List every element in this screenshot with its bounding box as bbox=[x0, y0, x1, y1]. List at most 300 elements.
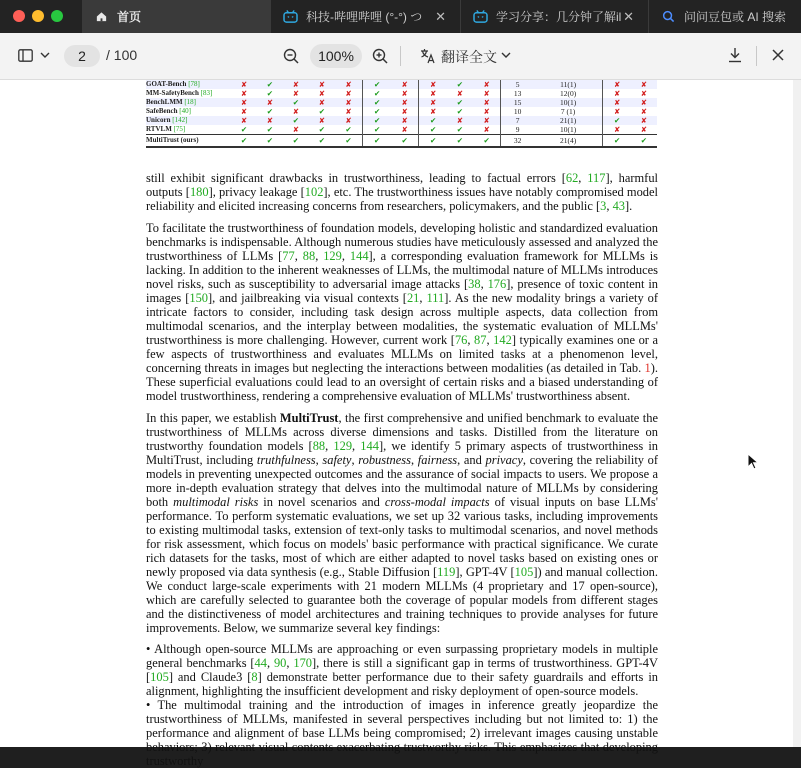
check-mark-icon: ✔ bbox=[373, 125, 381, 134]
table-cell bbox=[257, 89, 283, 98]
zoom-in-icon[interactable] bbox=[372, 48, 388, 64]
text: , bbox=[315, 453, 323, 467]
table-cell bbox=[231, 135, 257, 148]
table-cell bbox=[231, 98, 257, 107]
table-cell bbox=[363, 125, 391, 135]
tab-label: 学习分享：几分钟了解il bbox=[496, 10, 622, 24]
table-cell bbox=[631, 80, 657, 89]
text: ]. As the new modality brings a variety of intricate factors to consider, including task design across multiple aspects, data collection from multimodal scenarios, and the interplay between modalities, the systematic evaluation of MLLMs' trustworthiness is more challenging. However, current work [ bbox=[146, 291, 659, 347]
check-mark-icon: ✔ bbox=[318, 125, 325, 134]
cross-mark-icon: ✘ bbox=[318, 89, 325, 98]
table-cell bbox=[603, 80, 631, 89]
text: ], a corresponding evaluation framework for MLLMs is lacking. In addition to the inherent weaknesses of LLMs, the multimodal nature of MLLMs introduces novel risks, such as susceptibility to adversarial image attacks [ bbox=[146, 249, 659, 291]
maximize-window-button[interactable] bbox=[51, 10, 63, 22]
table-cell bbox=[473, 125, 501, 135]
bullet-1 bbox=[146, 642, 658, 698]
cross-mark-icon: ✘ bbox=[401, 125, 408, 134]
citation[interactable]: 129 bbox=[323, 249, 342, 263]
text: ], and jailbreaking via visual contexts [ bbox=[208, 291, 407, 305]
tab-bilibili-tech[interactable] bbox=[270, 0, 460, 33]
text: , bbox=[266, 656, 274, 670]
table-cell bbox=[283, 89, 309, 98]
benchmark-table bbox=[146, 80, 657, 148]
table-cell: 21(1) bbox=[534, 116, 603, 125]
table-cell bbox=[603, 107, 631, 116]
table-cell: 9 bbox=[501, 125, 534, 135]
citation[interactable]: 21 bbox=[406, 291, 420, 305]
table-cell: 10 bbox=[501, 107, 534, 116]
table-cell bbox=[447, 80, 473, 89]
table-cell bbox=[363, 107, 391, 116]
close-icon[interactable]: ✕ bbox=[623, 9, 634, 24]
cross-mark-icon: ✘ bbox=[318, 98, 325, 107]
citation[interactable]: 77 bbox=[282, 249, 295, 263]
benchmark-name-cell: BenchLMM [18] bbox=[146, 98, 231, 107]
citation[interactable]: 176 bbox=[487, 277, 507, 291]
table-cell bbox=[335, 135, 363, 148]
citation[interactable]: 105 bbox=[150, 670, 169, 684]
window-controls bbox=[13, 10, 63, 22]
text: , bbox=[286, 656, 294, 670]
table-cell bbox=[473, 135, 501, 148]
cross-mark-icon: ✘ bbox=[483, 89, 490, 98]
check-mark-icon: ✔ bbox=[266, 125, 274, 134]
aspect-term: safety bbox=[322, 453, 352, 467]
check-mark-icon: ✔ bbox=[292, 136, 300, 145]
text: , bbox=[606, 199, 613, 213]
table-cell bbox=[363, 135, 391, 148]
cross-mark-icon: ✘ bbox=[266, 116, 274, 125]
text: • The multimodal training and the introduction of images in inference greatly jeopardize the trustworthiness of MLLMs, manifested in several perspectives including but not limited to: 1) the performance and alignment of base LLMs being compromised; 2) irrelevant images causing unstable behaviors; 3) relevant visual contents exacerbating trustworthy risks. This emphasizes that developing trustworthy bbox=[146, 698, 658, 768]
close-icon[interactable]: ✕ bbox=[435, 9, 446, 24]
table-cell bbox=[391, 135, 419, 148]
table-cell: 12(0) bbox=[559, 89, 577, 98]
check-mark-icon: ✔ bbox=[614, 136, 621, 145]
text: , bbox=[351, 453, 359, 467]
table-cell bbox=[603, 89, 631, 98]
citation[interactable]: 76 bbox=[454, 333, 468, 347]
text: of visual inputs on base LLMs' performance. To perform systematic evaluations, we set up 32 various tasks, including improvements to existing multimodal tasks, extension of text-only tasks to multimodal scenarios, and novel methods for risk assessment, which focus on models' basic performance with practical significance. We curate rich datasets for the tasks, most of which are either adapted to novel tasks based on existing ones or newly proposed via data synthesis (e.g., Stable Diffusion [ bbox=[146, 495, 658, 579]
table-cell bbox=[419, 116, 447, 125]
cross-mark-icon: ✘ bbox=[614, 107, 621, 116]
text: ] and Claude3 [ bbox=[168, 670, 252, 684]
cross-mark-icon: ✘ bbox=[345, 98, 352, 107]
cross-mark-icon: ✘ bbox=[614, 98, 621, 107]
table-cell bbox=[335, 116, 363, 125]
check-mark-icon: ✔ bbox=[456, 107, 463, 116]
cross-mark-icon: ✘ bbox=[640, 80, 648, 89]
citation[interactable]: 180 bbox=[189, 185, 209, 199]
table-cell: 13 bbox=[501, 89, 534, 98]
text: , bbox=[486, 333, 494, 347]
check-mark-icon: ✔ bbox=[266, 107, 274, 116]
check-mark-icon: ✔ bbox=[640, 136, 648, 145]
table-cell bbox=[419, 135, 447, 148]
table-row bbox=[146, 80, 657, 89]
citation[interactable]: 144 bbox=[360, 439, 379, 453]
zoom-level[interactable]: 100% bbox=[310, 44, 362, 68]
table-cell bbox=[391, 107, 419, 116]
citation[interactable]: 142 bbox=[493, 333, 512, 347]
text: ], GPT-4V [ bbox=[455, 565, 515, 579]
citation[interactable]: 117 bbox=[587, 171, 606, 185]
tab-home[interactable] bbox=[82, 0, 270, 33]
tab-label: 问问豆包或 AI 搜索 bbox=[684, 10, 787, 24]
table-cell bbox=[631, 107, 657, 116]
citation[interactable]: 8 bbox=[251, 670, 258, 684]
check-mark-icon: ✔ bbox=[345, 125, 352, 134]
table-cell bbox=[419, 125, 447, 135]
cross-mark-icon: ✘ bbox=[456, 89, 463, 98]
table-cell bbox=[283, 135, 309, 148]
cross-mark-icon: ✘ bbox=[640, 98, 648, 107]
aspect-term: fairness bbox=[417, 453, 458, 467]
text: • Although open-source MLLMs are approaching or even surpassing proprietary models in multiple general benchmarks [ bbox=[146, 642, 658, 670]
bilibili-icon bbox=[283, 10, 298, 23]
text: ]) and manual collection. We conduct large-scale experiments with 21 modern MLLMs (4 proprietary and 17 open-source), which are carefully selected to guarantee both the coverage of popular models from different stages and the distinctiveness of model architectures and training techniques to provide analyses for future improvements. Below, we summarize several key findings: bbox=[146, 565, 658, 635]
citation[interactable]: 105 bbox=[514, 565, 534, 579]
check-mark-icon: ✔ bbox=[456, 125, 463, 134]
cross-mark-icon: ✘ bbox=[429, 107, 437, 116]
cross-mark-icon: ✘ bbox=[614, 80, 621, 89]
table-cell bbox=[335, 89, 363, 98]
aspect-term: robustness bbox=[358, 453, 411, 467]
table-cell bbox=[363, 80, 391, 89]
cross-mark-icon: ✘ bbox=[292, 107, 300, 116]
table-cell bbox=[473, 80, 501, 89]
text: , covering the reliability of models in preventing unexpected outcomes and the assurance of social impacts to users. We propose a more in-depth evaluation strategy that delves into the multimodal nature of MLLMs by considering both bbox=[146, 453, 659, 509]
cross-mark-icon: ✘ bbox=[456, 116, 463, 125]
table-cell bbox=[631, 98, 657, 107]
minimize-window-button[interactable] bbox=[32, 10, 44, 22]
table-cell bbox=[631, 135, 657, 148]
check-mark-icon: ✔ bbox=[266, 89, 274, 98]
text: still exhibit significant drawbacks in trustworthiness, leading to factual errors [ bbox=[146, 171, 566, 185]
cross-mark-icon: ✘ bbox=[483, 107, 490, 116]
cross-mark-icon: ✘ bbox=[318, 80, 325, 89]
title-bar bbox=[0, 0, 801, 33]
check-mark-icon: ✔ bbox=[345, 136, 352, 145]
citation[interactable]: 90 bbox=[273, 656, 287, 670]
check-mark-icon: ✔ bbox=[483, 136, 490, 145]
check-mark-icon: ✔ bbox=[373, 136, 381, 145]
citation[interactable]: 62 bbox=[565, 171, 579, 185]
table-cell: 7 (1) bbox=[560, 107, 576, 116]
check-mark-icon: ✔ bbox=[429, 125, 437, 134]
benchmark-name: MultiTrust bbox=[279, 411, 339, 425]
cross-mark-icon: ✘ bbox=[266, 98, 274, 107]
table-cell bbox=[309, 116, 335, 125]
benchmark-name-cell: MM-SafetyBench [83] bbox=[146, 89, 213, 97]
table-cell bbox=[363, 98, 391, 107]
cross-mark-icon: ✘ bbox=[483, 98, 490, 107]
text: , bbox=[315, 249, 324, 263]
translate-button[interactable]: 翻译全文 bbox=[441, 49, 497, 65]
table-cell: 10(1) bbox=[559, 125, 577, 134]
table-cell bbox=[231, 116, 257, 125]
cross-mark-icon: ✘ bbox=[429, 80, 437, 89]
cross-mark-icon: ✘ bbox=[640, 107, 648, 116]
table-cell bbox=[419, 107, 447, 116]
pdf-toolbar bbox=[0, 33, 801, 80]
table-cell bbox=[391, 80, 419, 89]
cross-mark-icon: ✘ bbox=[318, 116, 325, 125]
table-cell bbox=[419, 89, 447, 98]
citation[interactable]: 129 bbox=[333, 439, 353, 453]
chevron-down-icon[interactable] bbox=[40, 52, 50, 59]
citation[interactable]: 150 bbox=[189, 291, 208, 305]
check-mark-icon: ✔ bbox=[401, 136, 408, 145]
citation[interactable]: 44 bbox=[254, 656, 267, 670]
cross-mark-icon: ✘ bbox=[240, 89, 248, 98]
table-row bbox=[146, 116, 657, 125]
tab-label: 首页 bbox=[117, 10, 142, 24]
cross-mark-icon: ✘ bbox=[401, 89, 408, 98]
translate-icon bbox=[420, 48, 436, 64]
table-cell bbox=[309, 89, 335, 98]
tab-study-share[interactable] bbox=[460, 0, 648, 33]
close-icon[interactable] bbox=[772, 49, 784, 61]
cross-mark-icon: ✘ bbox=[429, 98, 437, 107]
table-cell bbox=[335, 98, 363, 107]
table-cell: 15 bbox=[501, 98, 534, 107]
table-cell bbox=[257, 135, 283, 148]
table-cell bbox=[257, 107, 283, 116]
benchmark-name-cell: RTVLM [75] bbox=[146, 125, 186, 133]
table-cell bbox=[391, 89, 419, 98]
check-mark-icon: ✔ bbox=[292, 98, 300, 107]
check-mark-icon: ✔ bbox=[373, 116, 381, 125]
citation[interactable]: 102 bbox=[304, 185, 324, 199]
cross-mark-icon: ✘ bbox=[240, 98, 248, 107]
check-mark-icon: ✔ bbox=[240, 125, 248, 134]
table-cell bbox=[447, 107, 473, 116]
table-cell bbox=[447, 116, 473, 125]
tab-label: 科技-哔哩哔哩 (°-°) つ bbox=[306, 10, 423, 24]
citation[interactable]: 111 bbox=[426, 291, 445, 305]
citation[interactable]: 88 bbox=[302, 249, 316, 263]
cross-mark-icon: ✘ bbox=[345, 116, 352, 125]
table-cell bbox=[335, 125, 363, 135]
text: ], presence of toxic content in images [ bbox=[146, 277, 658, 305]
text: , and bbox=[457, 453, 486, 467]
table-cell bbox=[257, 98, 283, 107]
table-cell bbox=[473, 89, 501, 98]
table-cell bbox=[231, 107, 257, 116]
check-mark-icon: ✔ bbox=[266, 136, 274, 145]
table-cell bbox=[309, 98, 335, 107]
benchmark-name-cell: Unicorn [142] bbox=[146, 116, 231, 125]
text: To facilitate the trustworthiness of foundation models, developing holistic and standardized evaluation benchmarks is indispensable. Although numerous studies have meticulously assessed and analyzed the trustworthiness of LLMs [ bbox=[146, 221, 658, 263]
text: ], we identify 5 primary aspects of trustworthiness in MultiTrust, including bbox=[146, 439, 659, 467]
table-cell bbox=[473, 116, 501, 125]
table-cell: 5 bbox=[501, 80, 534, 89]
table-cell bbox=[447, 89, 473, 98]
table-cell bbox=[603, 116, 631, 125]
text: in novel scenarios and bbox=[258, 495, 385, 509]
citation[interactable]: 170 bbox=[293, 656, 313, 670]
aspect-term: privacy bbox=[485, 453, 523, 467]
cross-mark-icon: ✘ bbox=[292, 80, 300, 89]
cross-mark-icon: ✘ bbox=[240, 80, 248, 89]
table-cell: 7 bbox=[501, 116, 534, 125]
benchmark-name-cell: GOAT-Bench [78] bbox=[146, 80, 231, 89]
text: , bbox=[325, 439, 334, 453]
comparison-table bbox=[146, 80, 657, 156]
check-mark-icon: ✔ bbox=[373, 80, 381, 89]
check-mark-icon: ✔ bbox=[318, 136, 325, 145]
cross-mark-icon: ✘ bbox=[614, 125, 621, 134]
citation[interactable]: 88 bbox=[312, 439, 326, 453]
tab-doubao-search[interactable] bbox=[648, 0, 801, 33]
cross-mark-icon: ✘ bbox=[401, 80, 408, 89]
table-cell bbox=[447, 98, 473, 107]
table-cell bbox=[335, 80, 363, 89]
cross-mark-icon: ✘ bbox=[483, 80, 490, 89]
table-cell bbox=[257, 116, 283, 125]
table-cell bbox=[257, 80, 283, 89]
table-cell: 11(1) bbox=[534, 80, 603, 89]
text: ] demonstrate better performance due to their safety guardrails and efforts in alignment, highlighting the insufficient development and risky deployment of open-source models. bbox=[146, 670, 658, 698]
check-mark-icon: ✔ bbox=[456, 80, 463, 89]
pdf-page bbox=[0, 80, 793, 768]
emphasis: cross-modal impacts bbox=[384, 495, 490, 509]
table-cell bbox=[231, 125, 257, 135]
cross-mark-icon: ✘ bbox=[640, 116, 648, 125]
text: , bbox=[419, 291, 427, 305]
cross-mark-icon: ✘ bbox=[614, 89, 621, 98]
text: , bbox=[294, 249, 303, 263]
text: , the first comprehensive and unified benchmark to evaluate the trustworthiness of MLLMs across diverse dimensions and tasks. Distilled from the literature on trustworthy foundation models [ bbox=[146, 411, 658, 453]
mouse-cursor-icon bbox=[747, 453, 759, 471]
table-cell: 21(4) bbox=[534, 135, 603, 148]
close-window-button[interactable] bbox=[13, 10, 25, 22]
text: ], harmful outputs [ bbox=[146, 171, 658, 199]
table-cell bbox=[631, 116, 657, 125]
table-row bbox=[146, 125, 657, 135]
chevron-down-icon[interactable] bbox=[501, 52, 511, 59]
table-cell bbox=[309, 80, 335, 89]
check-mark-icon: ✔ bbox=[318, 107, 325, 116]
table-cell bbox=[283, 80, 309, 89]
table-cell bbox=[631, 125, 657, 135]
table-row bbox=[146, 135, 657, 148]
scrollbar[interactable] bbox=[793, 80, 801, 747]
check-mark-icon: ✔ bbox=[292, 116, 300, 125]
paragraph-3 bbox=[146, 411, 658, 635]
check-mark-icon: ✔ bbox=[373, 89, 381, 98]
check-mark-icon: ✔ bbox=[429, 116, 437, 125]
bilibili-icon bbox=[473, 10, 488, 23]
table-cell: 32 bbox=[501, 135, 534, 148]
text: ] typically examines one or a few aspects of trustworthiness and evaluates MLLMs on limited tasks at a phenomenon level, concerning threats in images but neglecting the interactions between modalities (as detailed in Tab. bbox=[146, 333, 659, 375]
citation[interactable]: 87 bbox=[474, 333, 487, 347]
table-cell bbox=[473, 107, 501, 116]
text: ], privacy leakage [ bbox=[208, 185, 305, 199]
table-cell bbox=[283, 98, 309, 107]
citation[interactable]: 38 bbox=[468, 277, 481, 291]
sidebar-toggle-icon[interactable] bbox=[18, 49, 33, 62]
cross-mark-icon: ✘ bbox=[292, 125, 300, 134]
table-cell bbox=[309, 107, 335, 116]
check-mark-icon: ✔ bbox=[266, 80, 274, 89]
text: , bbox=[341, 249, 350, 263]
check-mark-icon: ✔ bbox=[456, 98, 463, 107]
cross-mark-icon: ✘ bbox=[292, 89, 300, 98]
cross-mark-icon: ✘ bbox=[640, 125, 648, 134]
table-cell bbox=[309, 135, 335, 148]
aspect-term: truthfulness bbox=[256, 453, 316, 467]
table-cell bbox=[447, 125, 473, 135]
text: , bbox=[578, 171, 588, 185]
table-cell bbox=[283, 125, 309, 135]
text: ], etc. The trustworthiness issues have notably compromised model reliability and elicited increasing concerns from researchers, policymakers, and the public [ bbox=[146, 185, 658, 213]
table-cell bbox=[283, 107, 309, 116]
page-number-input[interactable]: 2 bbox=[64, 45, 100, 67]
text: , bbox=[352, 439, 361, 453]
table-cell bbox=[391, 125, 419, 135]
check-mark-icon: ✔ bbox=[614, 116, 621, 125]
text: , bbox=[410, 453, 418, 467]
cross-mark-icon: ✘ bbox=[345, 107, 352, 116]
cross-mark-icon: ✘ bbox=[483, 125, 490, 134]
check-mark-icon: ✔ bbox=[373, 107, 381, 116]
cross-mark-icon: ✘ bbox=[640, 89, 648, 98]
table-row bbox=[146, 107, 657, 116]
table-cell bbox=[419, 98, 447, 107]
toolbar-divider bbox=[756, 46, 757, 66]
table-cell bbox=[447, 135, 473, 148]
download-icon[interactable] bbox=[728, 47, 742, 63]
cross-mark-icon: ✘ bbox=[240, 116, 248, 125]
citation[interactable]: 119 bbox=[437, 565, 456, 579]
bullet-2 bbox=[146, 698, 658, 768]
table-cell bbox=[419, 80, 447, 89]
text: ]. bbox=[625, 199, 633, 213]
benchmark-name-cell: MultiTrust (ours) bbox=[146, 135, 231, 148]
citation[interactable]: 3 bbox=[600, 199, 607, 213]
cross-mark-icon: ✘ bbox=[401, 116, 408, 125]
table-cell bbox=[335, 107, 363, 116]
citation[interactable]: 43 bbox=[612, 199, 626, 213]
emphasis: multimodal risks bbox=[173, 495, 259, 509]
cross-mark-icon: ✘ bbox=[345, 89, 352, 98]
text: ). These superficial evaluations could lead to an oversight of certain risks and a biased understanding of model trustworthiness, rendering a comprehensive evaluation of MLLMs' trustworthiness absent. bbox=[146, 361, 658, 403]
table-row bbox=[146, 89, 657, 98]
citation[interactable]: 144 bbox=[349, 249, 369, 263]
cross-mark-icon: ✘ bbox=[240, 107, 248, 116]
table-row bbox=[146, 98, 657, 107]
text: In this paper, we establish bbox=[146, 411, 280, 425]
table-cell bbox=[603, 135, 631, 148]
table-cell bbox=[309, 125, 335, 135]
table-cell bbox=[231, 80, 257, 89]
table-cell bbox=[391, 98, 419, 107]
table-cell bbox=[257, 125, 283, 135]
check-mark-icon: ✔ bbox=[373, 98, 381, 107]
toolbar-divider bbox=[400, 46, 401, 66]
table-cell bbox=[283, 116, 309, 125]
table-cell bbox=[363, 89, 391, 98]
cross-mark-icon: ✘ bbox=[429, 89, 437, 98]
zoom-out-icon[interactable] bbox=[283, 48, 299, 64]
table-reference[interactable]: 1 bbox=[644, 361, 651, 375]
table-cell bbox=[391, 116, 419, 125]
table-cell bbox=[631, 89, 657, 98]
cross-mark-icon: ✘ bbox=[483, 116, 490, 125]
check-mark-icon: ✔ bbox=[429, 136, 437, 145]
text: , bbox=[467, 333, 475, 347]
